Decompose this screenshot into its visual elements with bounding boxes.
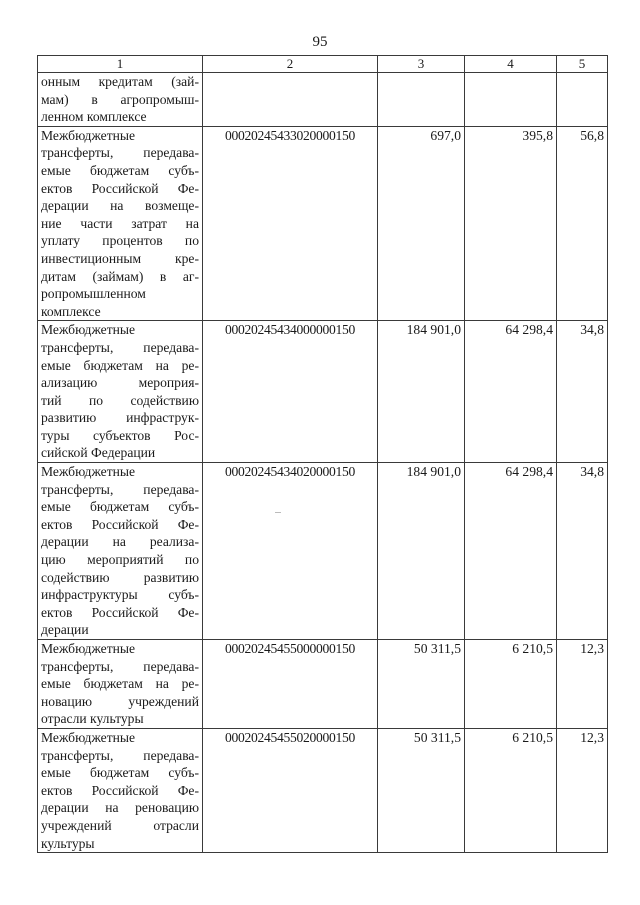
description-line: тий по содействию	[41, 392, 199, 408]
description-line: дерации на возмеще-	[41, 198, 199, 214]
description-line: трансферты, передава-	[41, 747, 199, 763]
description-line: инфраструктуры субъ-	[41, 587, 199, 603]
description-line: комплексе	[41, 303, 101, 319]
row-value-4: 6 210,5	[465, 728, 557, 852]
description-line: Межбюджетные	[41, 127, 136, 143]
description-line: Межбюджетные	[41, 729, 136, 745]
scan-artifact	[275, 512, 281, 513]
table-row	[38, 640, 608, 729]
row-value-4	[465, 73, 557, 127]
row-value-5	[557, 73, 608, 127]
row-value-5: 12,3	[557, 728, 608, 852]
description-line: емые бюджетам субъ-	[41, 162, 199, 178]
description-line: дерации на реализа-	[41, 534, 199, 550]
row-description	[38, 321, 203, 463]
row-value-5: 34,8	[557, 321, 608, 463]
row-description	[38, 728, 203, 852]
description-line: мам) в агропромыш-	[41, 91, 199, 107]
description-line: отрасли культуры	[41, 711, 144, 727]
description-line: ропромышленном	[41, 286, 146, 302]
row-description	[38, 126, 203, 321]
description-line: емые бюджетам субъ-	[41, 499, 199, 515]
table-row	[38, 728, 608, 852]
row-value-4: 395,8	[465, 126, 557, 321]
description-line: ектов Российской Фе-	[41, 782, 199, 798]
description-line: цию мероприятий по	[41, 552, 199, 568]
description-line: дитам (займам) в аг-	[41, 268, 199, 284]
description-line: дерации на реновацию	[41, 800, 199, 816]
description-line: дерации	[41, 622, 89, 638]
row-code: 00020245434020000150	[203, 463, 378, 640]
row-code	[203, 73, 378, 127]
row-description	[38, 463, 203, 640]
row-value-4: 64 298,4	[465, 321, 557, 463]
description-line: содействию развитию	[41, 569, 199, 585]
column-header-3: 3	[378, 56, 465, 73]
description-line: ализацию мероприя-	[41, 375, 199, 391]
description-line: онным кредитам (зай-	[41, 74, 199, 89]
description-line: трансферты, передава-	[41, 339, 199, 355]
row-description	[38, 73, 203, 127]
row-code: 00020245455020000150	[203, 728, 378, 852]
description-line: Межбюджетные	[41, 464, 136, 480]
description-line: трансферты, передава-	[41, 145, 199, 161]
column-header-1: 1	[38, 56, 203, 73]
table-body	[38, 73, 608, 853]
description-line: ние части затрат на	[41, 215, 199, 231]
description-line: трансферты, передава-	[41, 658, 199, 674]
description-line: ектов Российской Фе-	[41, 180, 199, 196]
row-code: 00020245434000000150	[203, 321, 378, 463]
row-code: 00020245455000000150	[203, 640, 378, 729]
description-line: емые бюджетам субъ-	[41, 765, 199, 781]
row-description	[38, 640, 203, 729]
row-code: 00020245433020000150	[203, 126, 378, 321]
description-line: ленном комплексе	[41, 109, 147, 125]
row-value-5: 56,8	[557, 126, 608, 321]
description-line: емые бюджетам на ре-	[41, 676, 199, 692]
description-line: ектов Российской Фе-	[41, 604, 199, 620]
description-line: туры субъектов Рос-	[41, 427, 199, 443]
row-value-3: 50 311,5	[378, 728, 465, 852]
description-line: ектов Российской Фе-	[41, 516, 199, 532]
row-value-4: 6 210,5	[465, 640, 557, 729]
table-header	[38, 56, 608, 73]
description-line: новацию учреждений	[41, 693, 199, 709]
description-line: сийской Федерации	[41, 445, 156, 461]
budget-table	[37, 55, 608, 853]
column-header-5: 5	[557, 56, 608, 73]
row-value-3: 184 901,0	[378, 321, 465, 463]
description-line: культуры	[41, 835, 95, 851]
row-value-3: 184 901,0	[378, 463, 465, 640]
row-value-3: 50 311,5	[378, 640, 465, 729]
table-row	[38, 463, 608, 640]
row-value-3: 697,0	[378, 126, 465, 321]
table-row	[38, 321, 608, 463]
table-row	[38, 73, 608, 127]
row-value-5: 34,8	[557, 463, 608, 640]
row-value-5: 12,3	[557, 640, 608, 729]
description-line: учреждений отрасли	[41, 817, 199, 833]
row-value-3	[378, 73, 465, 127]
column-header-4: 4	[465, 56, 557, 73]
table-row	[38, 126, 608, 321]
page-number: 95	[312, 34, 328, 50]
description-line: емые бюджетам на ре-	[41, 357, 199, 373]
description-line: уплату процентов по	[41, 233, 199, 249]
description-line: Межбюджетные	[41, 641, 136, 656]
description-line: инвестиционным кре-	[41, 250, 199, 266]
description-line: развитию инфраструк-	[41, 410, 199, 426]
description-line: трансферты, передава-	[41, 481, 199, 497]
row-value-4: 64 298,4	[465, 463, 557, 640]
column-header-2: 2	[203, 56, 378, 73]
description-line: Межбюджетные	[41, 322, 136, 338]
